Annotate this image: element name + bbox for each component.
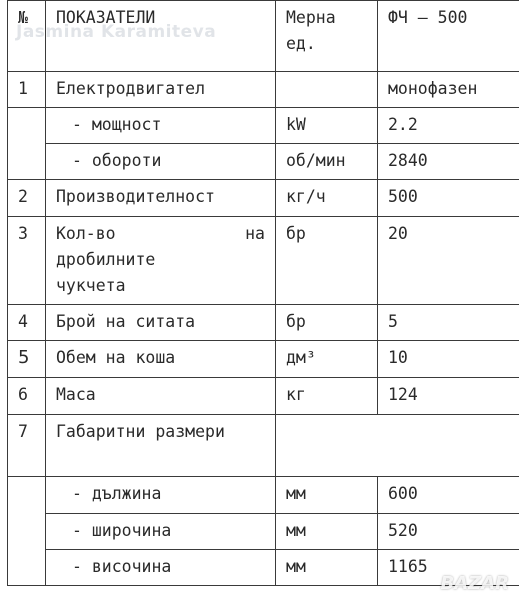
bazar-logo: BAZAR: [440, 573, 509, 594]
row-label: - дължина: [46, 477, 276, 514]
label-part: на: [245, 224, 265, 243]
table-row: [8, 415, 519, 477]
table-row: [8, 514, 519, 550]
label-part: чукчета: [56, 276, 126, 295]
watermark: Jasmina Karamiteva: [16, 22, 217, 42]
row-unit: бр: [276, 217, 378, 305]
row-label: [46, 217, 276, 305]
row-num: 3: [8, 217, 46, 305]
row-unit: об/мин: [276, 144, 378, 180]
row-value: 20: [378, 217, 519, 305]
row-value: 2.2: [378, 108, 519, 144]
row-num: [8, 477, 46, 586]
row-label: - широчина: [46, 514, 276, 550]
row-label: Брой на ситата: [46, 305, 276, 341]
row-num: [8, 108, 46, 180]
row-value: 124: [378, 378, 519, 415]
row-unit: бр: [276, 305, 378, 341]
table-row: [8, 341, 519, 378]
row-label: - обороти: [46, 144, 276, 180]
row-value-empty: [276, 415, 519, 477]
table-row: [8, 305, 519, 341]
row-num: 7: [8, 415, 46, 477]
row-label: Обем на коша: [46, 341, 276, 378]
table-row: [8, 378, 519, 415]
row-num: 6: [8, 378, 46, 415]
header-num: №: [8, 1, 46, 72]
table-row: [8, 217, 519, 305]
row-num: 5: [8, 341, 46, 378]
row-label: Габаритни размери: [46, 415, 276, 477]
row-value: 5: [378, 305, 519, 341]
table-row: [8, 108, 519, 144]
row-unit: кг: [276, 378, 378, 415]
row-value: 2840: [378, 144, 519, 180]
row-value: 10: [378, 341, 519, 378]
header-unit: Мерна ед.: [276, 1, 378, 72]
row-unit: кг/ч: [276, 180, 378, 217]
row-unit: [276, 72, 378, 108]
row-label: Маса: [46, 378, 276, 415]
header-model: ФЧ – 500: [378, 1, 519, 72]
row-unit: мм: [276, 550, 378, 586]
row-label: - височина: [46, 550, 276, 586]
row-unit: мм: [276, 514, 378, 550]
table-row: [8, 72, 519, 108]
row-value: 500: [378, 180, 519, 217]
row-value: 600: [378, 477, 519, 514]
row-unit: мм: [276, 477, 378, 514]
row-label: Електродвигател: [46, 72, 276, 108]
row-num: 4: [8, 305, 46, 341]
row-unit: дм³: [276, 341, 378, 378]
row-unit: kW: [276, 108, 378, 144]
row-value: 1165: [378, 550, 519, 586]
row-label: Производителност: [46, 180, 276, 217]
header-indicator: ПОКАЗАТЕЛИ: [46, 1, 276, 72]
row-value: монофазен: [378, 72, 519, 108]
spec-table: [7, 0, 519, 586]
table-row: [8, 180, 519, 217]
label-part: дробилните: [56, 250, 156, 269]
row-num: 1: [8, 72, 46, 108]
row-num: 2: [8, 180, 46, 217]
row-value: 520: [378, 514, 519, 550]
row-label: - мощност: [46, 108, 276, 144]
label-part: Кол-во: [56, 224, 116, 243]
table-row: [8, 144, 519, 180]
table-row: [8, 477, 519, 514]
